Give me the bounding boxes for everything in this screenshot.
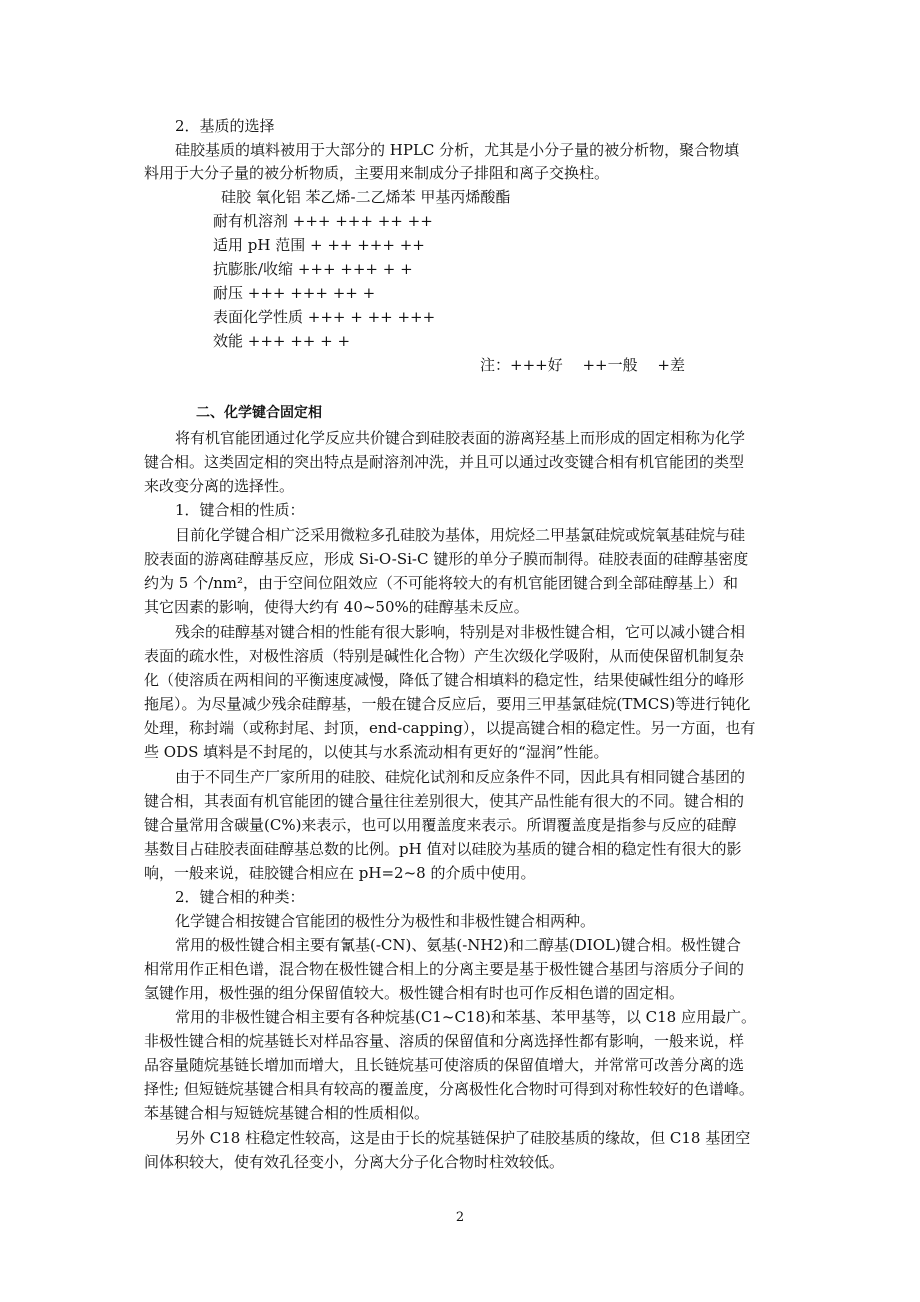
- paragraph-line: 键合相。这类固定相的突出特点是耐溶剂冲洗，并且可以通过改变键合相有机官能团的类型: [144, 453, 745, 471]
- paragraph-line: 常用的极性键合相主要有氰基(-CN)、氨基(-NH2)和二醇基(DIOL)键合相。极性键合: [175, 936, 741, 954]
- table-row: 效能 +++ ++ + +: [213, 332, 351, 350]
- paragraph-line: 表面的疏水性，对极性溶质（特别是碱性化合物）产生次级化学吸附，从而使保留机制复杂: [144, 647, 745, 665]
- paragraph-line: 处理，称封端（或称封尾、封顶，end-capping），以提高键合相的稳定性。另一方面，也有: [144, 719, 756, 737]
- paragraph-line: 间体积较大，使有效孔径变小，分离大分子化合物时柱效较低。: [144, 1153, 565, 1171]
- subsection-heading: 2．键合相的种类：: [175, 888, 305, 906]
- paragraph-line: 硅胶基质的填料被用于大部分的 HPLC 分析，尤其是小分子量的被分析物，聚合物填: [175, 141, 740, 159]
- section-heading-matrix: 2．基质的选择: [175, 117, 275, 135]
- table-row: 抗膨胀/收缩 +++ +++ + +: [213, 260, 413, 278]
- paragraph-line: 键合相，其表面有机官能团的键合量往往差别很大，使其产品性能有很大的不同。键合相的: [144, 792, 745, 810]
- paragraph-line: 来改变分离的选择性。: [144, 477, 295, 495]
- table-row: 耐有机溶剂 +++ +++ ++ ++: [213, 212, 433, 230]
- paragraph-line: 常用的非极性键合相主要有各种烷基(C1~C18)和苯基、苯甲基等，以 C18 应用最广。: [175, 1008, 756, 1026]
- page-number: 2: [455, 1210, 465, 1225]
- paragraph-line: 另外 C18 柱稳定性较高，这是由于长的烷基链保护了硅胶基质的缘故，但 C18 基团空: [175, 1129, 751, 1147]
- paragraph-line: 将有机官能团通过化学反应共价键合到硅胶表面的游离羟基上而形成的固定相称为化学: [175, 429, 746, 447]
- table-header: 硅胶 氧化铝 苯乙烯-二乙烯苯 甲基丙烯酸酯: [221, 188, 511, 206]
- paragraph-line: 相常用作正相色谱，混合物在极性键合相上的分离主要是基于极性键合基团与溶质分子间的: [144, 960, 745, 978]
- paragraph-line: 约为 5 个/nm²，由于空间位阻效应（不可能将较大的有机官能团键合到全部硅醇基上）和: [144, 574, 739, 592]
- paragraph-line: 残余的硅醇基对键合相的性能有很大影响，特别是对非极性键合相，它可以减小键合相: [175, 623, 746, 641]
- paragraph-line: 响，一般来说，硅胶键合相应在 pH=2~8 的介质中使用。: [144, 864, 536, 882]
- paragraph-line: 苯基键合相与短链烷基键合相的性质相似。: [144, 1104, 430, 1122]
- table-row: 耐压 +++ +++ ++ +: [213, 284, 376, 302]
- paragraph-line: 化（使溶质在两相间的平衡速度减慢，降低了键合相填料的稳定性，结果使碱性组分的峰形: [144, 671, 745, 689]
- paragraph-line: 目前化学键合相广泛采用微粒多孔硅胶为基体，用烷烃二甲基氯硅烷或烷氧基硅烷与硅: [175, 526, 746, 544]
- paragraph-line: 由于不同生产厂家所用的硅胶、硅烷化试剂和反应条件不同，因此具有相同键合基团的: [175, 768, 746, 786]
- paragraph-line: 氢键作用，极性强的组分保留值较大。极性键合相有时也可作反相色谱的固定相。: [144, 984, 685, 1002]
- paragraph-line: 化学键合相按键合官能团的极性分为极性和非极性键合相两种。: [175, 912, 596, 930]
- paragraph-line: 胶表面的游离硅醇基反应，形成 Si-O-Si-C 键形的单分子膜而制得。硅胶表面的硅醇基密度: [144, 550, 749, 568]
- paragraph-line: 择性; 但短链烷基键合相具有较高的覆盖度，分离极性化合物时可得到对称性较好的色谱峰。: [144, 1080, 754, 1098]
- paragraph-line: 其它因素的影响，使得大约有 40~50%的硅醇基未反应。: [144, 598, 529, 616]
- subsection-heading: 1．键合相的性质：: [175, 501, 305, 519]
- paragraph-line: 键合量常用含碳量(C%)来表示，也可以用覆盖度来表示。所谓覆盖度是指参与反应的硅醇: [144, 816, 737, 834]
- paragraph-line: 基数目占硅胶表面硅醇基总数的比例。pH 值对以硅胶为基质的键合相的稳定性有很大的影: [144, 840, 742, 858]
- paragraph-line: 料用于大分子量的被分析物质，主要用来制成分子排阻和离子交换柱。: [144, 164, 610, 182]
- paragraph-line: 些 ODS 填料是不封尾的，以使其与水系流动相有更好的“湿润”性能。: [144, 743, 609, 761]
- table-row: 适用 pH 范围 + ++ +++ ++: [213, 236, 425, 254]
- paragraph-line: 品容量随烷基链长增加而增大，且长链烷基可使溶质的保留值增大，并常常可改善分离的选: [144, 1056, 745, 1074]
- paragraph-line: 拖尾）。为尽量减少残余硅醇基，一般在键合反应后，要用三甲基氯硅烷(TMCS)等进行钝化: [144, 695, 751, 713]
- table-note: 注：+++好 ++一般 +差: [480, 356, 685, 374]
- section-title: 二、化学键合固定相: [196, 405, 322, 421]
- table-row: 表面化学性质 +++ + ++ +++: [213, 308, 436, 326]
- paragraph-line: 非极性键合相的烷基链长对样品容量、溶质的保留值和分离选择性都有影响，一般来说，样: [144, 1032, 745, 1050]
